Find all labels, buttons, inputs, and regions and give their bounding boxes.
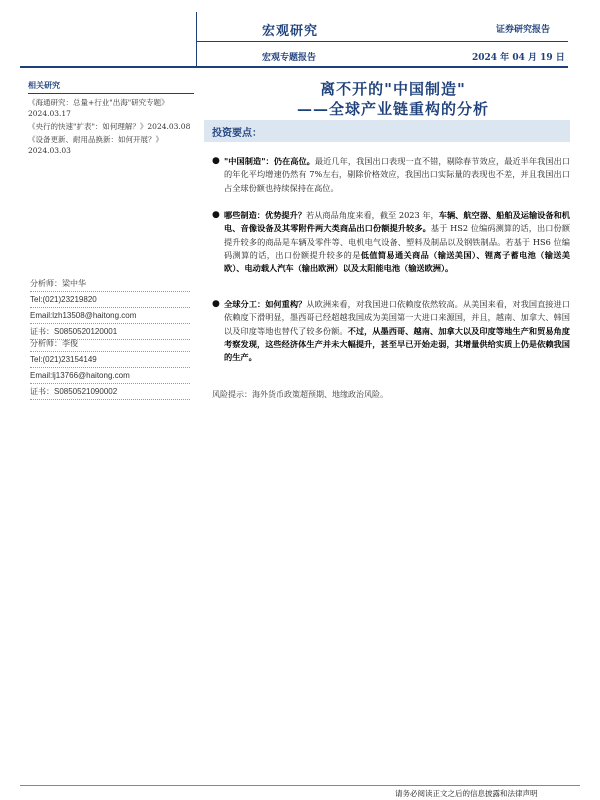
risk-warning: 风险提示：海外货币政策超预期、地缘政治风险。 bbox=[212, 390, 388, 399]
header-divider-vertical bbox=[196, 12, 197, 66]
related-research bbox=[28, 80, 194, 158]
report-type: 宏观专题报告 bbox=[262, 53, 317, 63]
related-item[interactable]: 《央行的快速"扩表"：如何理解？》2024.03.08 bbox=[28, 122, 191, 131]
header-divider bbox=[196, 41, 568, 42]
bullet-lead: 全球分工：如何重构？ bbox=[224, 299, 307, 309]
bullet-emphasis: 不过，从墨西哥、越南、加拿大以及印度等地生产和贸易角度考察发现，这些经济体生产并未大幅提升，甚至早已开始走弱，其增量供给实质上仍是依赖我国的生产。 bbox=[224, 325, 570, 363]
bullet-lead: 哪些制造：优势提升？ bbox=[224, 210, 307, 220]
related-item[interactable]: 《海通研究：总量+行业"出海"研究专题》2024.03.17 bbox=[28, 98, 169, 118]
bullet-item bbox=[212, 298, 570, 364]
bullet-emphasis: 低值简易通关商品（输送美国）、锂离子蓄电池（输送美欧）、电动载人汽车（输出欧洲）以及太阳能电池（输送欧洲）。 bbox=[224, 249, 570, 274]
bullet-text: 基于 HS2 位编码测算的话，出口份额提升较多的商品是车辆及零件等、电机电气设备、塑料及制品以及钢铁制品。若基于 HS6 位编码测算的话，出口份额提升较多的是 bbox=[224, 223, 570, 260]
bullet-text: 最近几年，我国出口表现一直不错，剔除春节效应，最近半年我国出口的年化平均增速仍然有 7%左右，剔除价格效应，我国出口实际量的表现也不差，并且我国出口占全球份额也持续保持在高位。 bbox=[224, 156, 570, 193]
analyst-tel: Tel:(021)23154149 bbox=[30, 352, 190, 368]
bullet-item bbox=[212, 155, 570, 195]
section-heading bbox=[204, 120, 570, 142]
analyst-name: 分析师：梁中华 bbox=[30, 276, 190, 292]
bullet-icon: ● bbox=[212, 210, 220, 220]
report-date: 2024 年 04 月 19 日 bbox=[472, 53, 565, 63]
firm-label: 证券研究报告 bbox=[496, 25, 551, 35]
report-title: 离不开的"中国制造" bbox=[320, 80, 466, 98]
analyst-cert: 证书：S0850520120001 bbox=[30, 324, 190, 340]
bullet-icon: ● bbox=[212, 299, 220, 309]
analyst-block-1 bbox=[30, 276, 190, 340]
related-research-title: 相关研究 bbox=[28, 80, 194, 94]
analyst-tel: Tel:(021)23219820 bbox=[30, 292, 190, 308]
bullet-text: 若从商品角度来看，截至 2023 年， bbox=[306, 210, 439, 220]
bullet-text: 从欧洲来看，对我国进口依赖度依然较高。从美国来看，对我国直接进口依赖度下滑明显，墨西哥已经超越我国成为美国第一大进口来源国，并且，越南、加拿大、韩国以及印度等地也替代了较多份额。 bbox=[224, 299, 570, 336]
analyst-block-2 bbox=[30, 336, 190, 400]
report-subtitle: ——全球产业链重构的分析 bbox=[296, 100, 489, 118]
analyst-cert: 证书：S0850521090002 bbox=[30, 384, 190, 400]
analyst-email[interactable]: Email:lzh13508@haitong.com bbox=[30, 308, 190, 324]
bullet-icon: ● bbox=[212, 156, 220, 166]
bullet-item bbox=[212, 209, 570, 275]
report-category: 宏观研究 bbox=[262, 24, 319, 39]
analyst-email[interactable]: Email:lj13766@haitong.com bbox=[30, 368, 190, 384]
report-header bbox=[0, 0, 600, 72]
analyst-name: 分析师：李俊 bbox=[30, 336, 190, 352]
section-heading-label: 投资要点： bbox=[212, 128, 262, 139]
bullet-lead: "中国制造"：仍在高位。 bbox=[224, 156, 315, 166]
bullet-emphasis: 车辆、航空器、船舶及运输设备和机电、音像设备及其零附件两大类商品出口份额提升较多。 bbox=[224, 210, 570, 234]
header-bottom-rule bbox=[20, 66, 568, 68]
footer-disclaimer: 请务必阅读正文之后的信息披露和法律声明 bbox=[395, 789, 538, 798]
footer-rule bbox=[20, 785, 580, 786]
related-item[interactable]: 《设备更新、耐用品换新：如何开展？》2024.03.03 bbox=[28, 135, 163, 155]
